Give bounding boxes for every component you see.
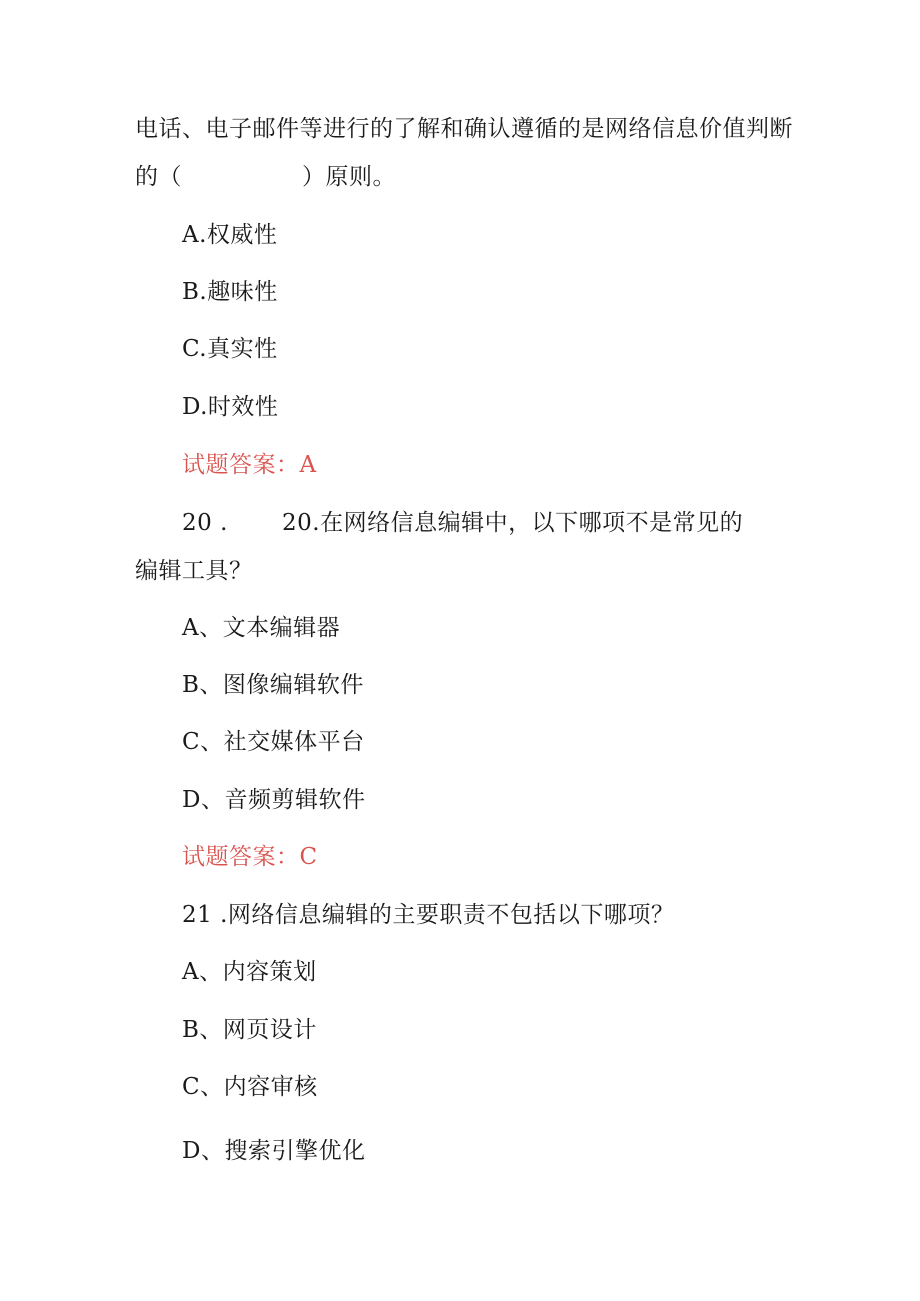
q20-option-d: D、音频剪辑软件 [182, 787, 366, 813]
q20-option-b: B、图像编辑软件 [182, 672, 364, 698]
q19-option-d: D.时效性 [182, 394, 279, 420]
q20-stem-text: 20.在网络信息编辑中，以下哪项不是常见的 [282, 510, 744, 536]
q20-number: 20 . [182, 510, 228, 536]
q20-stem-line1 [182, 508, 743, 538]
q21-option-d: D、搜索引擎优化 [182, 1138, 366, 1164]
q19-stem-line2 [135, 162, 396, 192]
q20-stem-line2: 编辑工具？ [135, 558, 253, 584]
q20-answer: 试题答案：C [182, 844, 318, 870]
q20-option-c: C、社交媒体平台 [182, 729, 365, 755]
q19-stem-line1: 电话、电子邮件等进行的了解和确认遵循的是网络信息价值判断 [135, 116, 793, 142]
q20-option-a: A、文本编辑器 [182, 615, 341, 641]
q21-stem: 21 .网络信息编辑的主要职责不包括以下哪项？ [182, 902, 675, 928]
q19-option-b: B.趣味性 [182, 279, 278, 305]
q19-answer: 试题答案：A [182, 452, 317, 478]
q19-stem-before-blank: 的（ [135, 164, 182, 190]
q21-option-a: A、内容策划 [182, 959, 317, 985]
q19-stem-after-blank: ）原则。 [302, 164, 396, 190]
q19-option-a: A.权威性 [182, 222, 278, 248]
q19-option-c: C.真实性 [182, 336, 278, 362]
q21-option-c: C、内容审核 [182, 1074, 318, 1100]
q21-option-b: B、网页设计 [182, 1017, 317, 1043]
